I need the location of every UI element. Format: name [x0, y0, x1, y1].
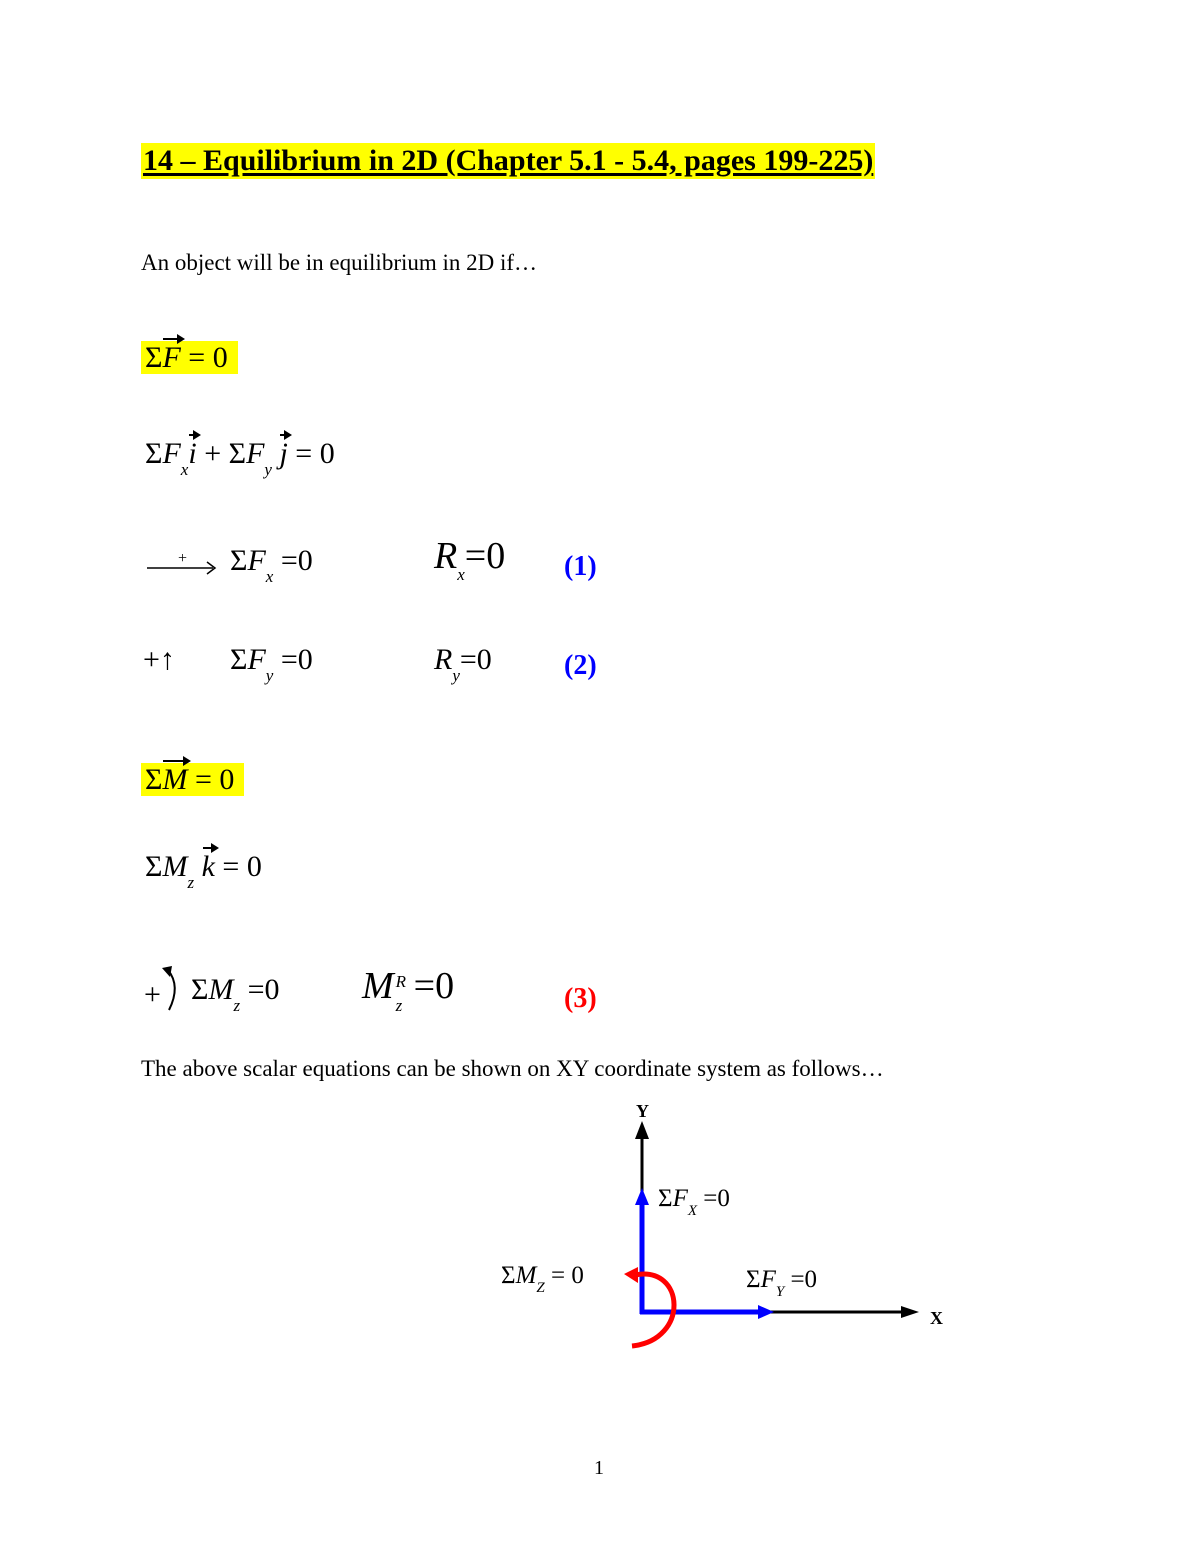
force-components-equation: $\Sigma F_xi + \Sigma F_y$ j = 0	[145, 434, 335, 478]
force-vector-equation: ΣF = 0	[141, 338, 238, 378]
y-axis-label: Y	[636, 1101, 649, 1121]
xy-diagram	[480, 1095, 960, 1365]
x-axis-arrowhead	[901, 1306, 919, 1318]
equation-tag-3: (3)	[564, 983, 597, 1014]
sum-fy-diagram-label: $\Sigma F_Y =0$	[746, 1266, 818, 1300]
page-title: 14 – Equilibrium in 2D (Chapter 5.1 - 5.4, pages 199-225)	[143, 144, 874, 177]
x-axis-label: X	[930, 1308, 943, 1328]
positive-ccw-sign	[143, 964, 191, 1021]
equation-tag-1: (1)	[564, 551, 597, 582]
intro-text: An object will be in equilibrium in 2D if…	[141, 250, 538, 275]
sum-mz-diagram-label: $\Sigma M_Z = 0$	[501, 1262, 584, 1296]
force-vector-up-arrowhead	[635, 1188, 649, 1205]
positive-up-sign: +↑	[143, 643, 175, 676]
force-vector-right-arrowhead	[758, 1305, 774, 1319]
sum-mz-equation: $\Sigma M_z =0$	[191, 973, 280, 1015]
positive-right-arrow	[145, 544, 221, 583]
moment-component-equation: $\Sigma M_z$ k = 0	[145, 847, 262, 891]
mzr-equation: M R z =0	[362, 965, 455, 1015]
sum-fx-equation: $\Sigma F_x =0$	[230, 544, 313, 586]
page-number: 1	[594, 1457, 604, 1479]
y-axis-arrowhead	[635, 1121, 649, 1139]
ry-equation: $R_y=0$	[434, 643, 492, 685]
rx-equation: $R_x=0$	[434, 535, 506, 584]
equation-tag-2: (2)	[564, 650, 597, 681]
moment-vector-equation: ΣM = 0	[141, 760, 244, 800]
moment-arc-arrowhead	[624, 1267, 638, 1283]
svg-text:+: +	[178, 550, 188, 567]
sum-fy-equation: $\Sigma F_y =0$	[230, 643, 313, 685]
sum-fx-diagram-label: $\Sigma F_X =0$	[658, 1185, 730, 1219]
svg-text:+: +	[144, 978, 161, 1011]
closing-text: The above scalar equations can be shown on XY coordinate system as follows…	[141, 1056, 884, 1081]
